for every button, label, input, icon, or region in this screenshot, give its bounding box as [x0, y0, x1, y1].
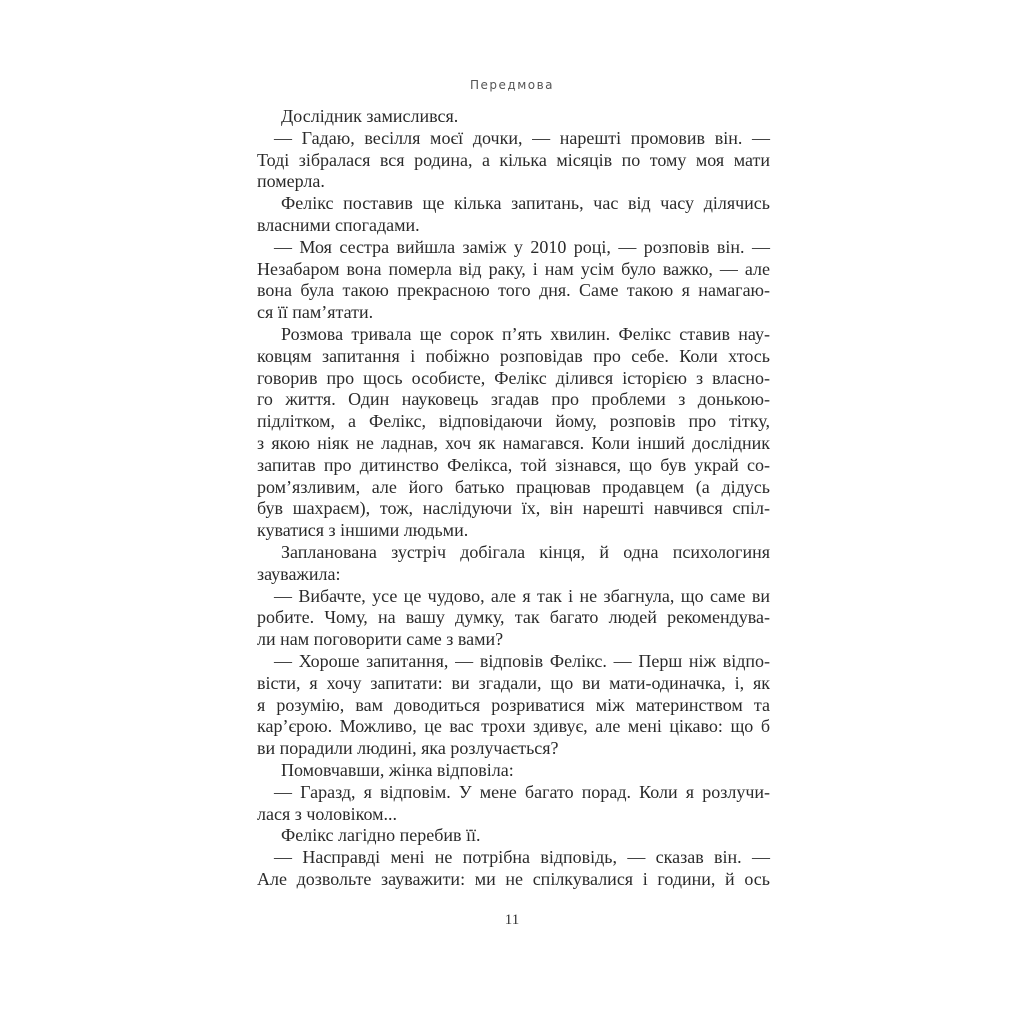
- text-line: Незабаром вона померла від раку, і нам усім було важко, — але: [257, 258, 770, 279]
- text-line: з якою ніяк не ладнав, хоч як намагався. Коли інший дослідник: [257, 432, 770, 453]
- page-number: 11: [504, 912, 520, 928]
- text-line: Фелікс поставив ще кілька запитань, час від часу ділячись: [281, 193, 770, 214]
- text-line: Розмова тривала ще сорок п’ять хвилин. Фелікс ставив нау-: [281, 323, 770, 344]
- text-line: вона була такою прекрасною того дня. Саме такою я намагаю-: [257, 280, 770, 301]
- text-line: зауважила:: [257, 563, 341, 584]
- page-body-text: [257, 106, 770, 891]
- running-header: Передмова: [469, 78, 555, 92]
- text-line: — Моя сестра вийшла заміж у 2010 році, — розповів він. —: [274, 236, 770, 257]
- text-line: Запланована зустріч добігала кінця, й одна психологиня: [281, 541, 770, 562]
- text-line: робите. Чому, на вашу думку, так багато людей рекомендува-: [257, 607, 770, 628]
- text-line: — Гадаю, весілля моєї дочки, — нарешті промовив він. —: [274, 127, 770, 148]
- text-line: підлітком, а Фелікс, відповідаючи йому, розповів про тітку,: [257, 411, 770, 432]
- text-line: — Гаразд, я відповім. У мене багато порад. Коли я розлучи-: [274, 781, 770, 802]
- text-line: куватися з іншими людьми.: [257, 520, 469, 541]
- text-line: я розумію, вам доводиться розриватися між материнством та: [257, 694, 770, 715]
- text-line: Помовчавши, жінка відповіла:: [281, 759, 514, 780]
- text-line: го життя. Один науковець згадав про проблеми з донькою-: [257, 389, 770, 410]
- text-line: ром’язливим, але його батько працював продавцем (а дідусь: [257, 476, 770, 497]
- text-line: вісти, я хочу запитати: ви згадали, що ви мати-одиначка, і, як: [257, 672, 770, 693]
- text-line: Тоді зібралася вся родина, а кілька місяців по тому моя мати: [257, 149, 770, 170]
- text-line: — Насправді мені не потрібна відповідь, — сказав він. —: [274, 847, 770, 868]
- text-line: говорив про щось особисте, Фелікс ділився історією з власно-: [257, 367, 770, 388]
- text-line: померла.: [257, 171, 325, 192]
- text-line: запитав про дитинство Фелікса, той зізнався, що був украй со-: [257, 454, 770, 475]
- text-line: Але дозвольте зауважити: ми не спілкувалися і години, й ось: [257, 868, 770, 889]
- text-line: — Вибачте, усе це чудово, але я так і не збагнула, що саме ви: [274, 585, 770, 606]
- text-line: ви порадили людині, яка розлучається?: [257, 738, 559, 759]
- text-line: був шахраєм), тож, наслідуючи їх, він нарешті навчився спіл-: [257, 498, 770, 519]
- text-line: ся її пам’ятати.: [257, 302, 374, 323]
- text-line: Фелікс лагідно перебив її.: [281, 825, 481, 846]
- text-line: — Хороше запитання, — відповів Фелікс. — Перш ніж відпо-: [274, 650, 770, 671]
- text-line: лася з чоловіком...: [257, 803, 398, 824]
- text-line: ли нам поговорити саме з вами?: [257, 629, 504, 650]
- text-line: ковцям запитання і побіжно розповідав про себе. Коли хтось: [257, 345, 770, 366]
- text-line: Дослідник замислився.: [281, 106, 459, 126]
- text-line: кар’єрою. Можливо, це вас трохи здивує, але мені цікаво: що б: [257, 716, 770, 737]
- text-line: власними спогадами.: [257, 214, 420, 235]
